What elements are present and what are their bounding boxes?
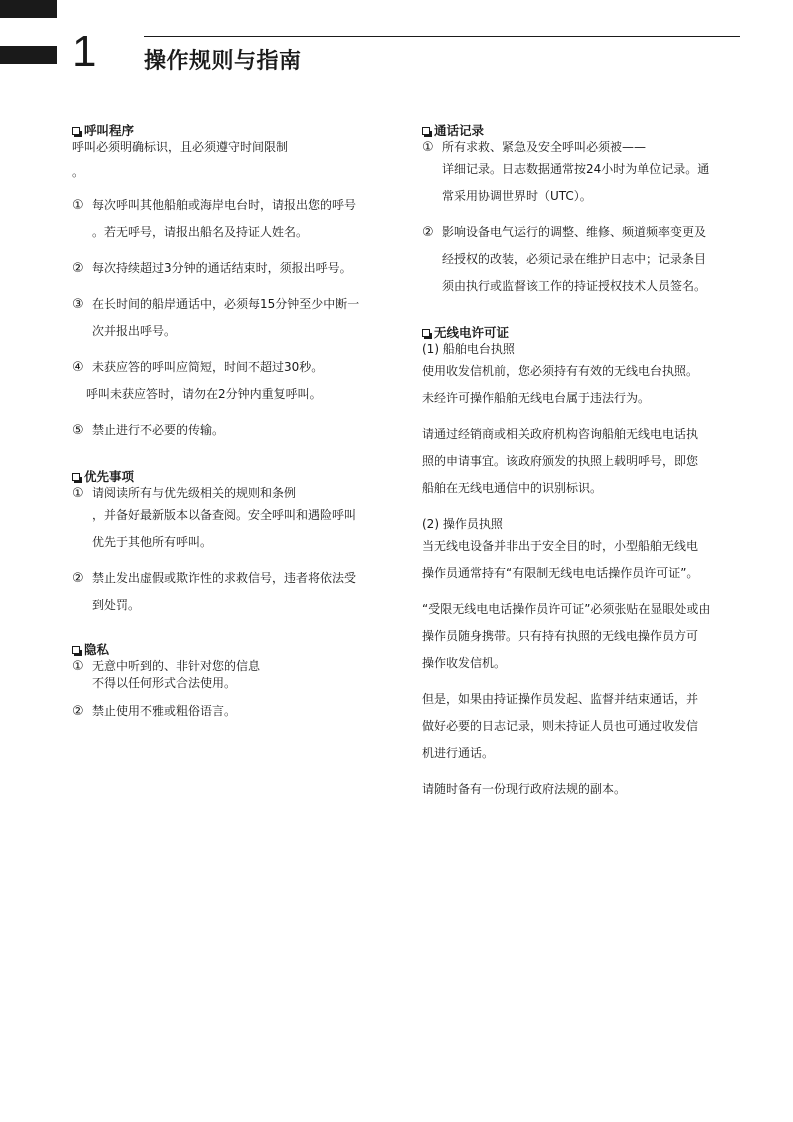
paragraph: 但是，如果由持证操作员发起、监督并结束通话，并 做好必要的日志记录，则未持证人员也可通过收发信 机进行通话。	[422, 692, 699, 760]
section-title-privacy: 隐私	[72, 641, 390, 658]
list-item: ③ 在长时间的船岸通话中，必须每15分钟至少中断一 次并报出呼号。	[72, 297, 360, 338]
section-title-logs: 通话记录	[422, 122, 742, 139]
list-item: ⑤ 禁止进行不必要的传输。	[72, 423, 225, 438]
checkbox-icon	[72, 646, 80, 654]
left-column	[72, 122, 390, 725]
chapter-tab-bar-top	[0, 0, 57, 18]
section-title-license: 无线电许可证	[422, 324, 742, 341]
section-privacy	[72, 641, 390, 725]
chapter-number: 1	[72, 27, 97, 76]
calling-intro: 呼叫必须明确标识，且必须遵守时间限制	[72, 140, 289, 154]
section-calling	[72, 122, 390, 444]
chapter-tab-bar-bottom	[0, 46, 57, 64]
section-title-calling: 呼叫程序	[72, 122, 390, 139]
calling-intro-tail: 。	[72, 165, 85, 179]
right-column	[422, 122, 742, 803]
list-item: ② 每次持续超过3分钟的通话结束时，须报出呼号。	[72, 261, 352, 276]
chapter-title: 操作规则与指南	[144, 49, 302, 74]
header-rule	[144, 36, 740, 37]
list-item: ① 所有求救、紧急及安全呼叫必须被—— 详细记录。日志数据通常按24小时为单位记录。通 常采用协调世界时（UTC）。	[422, 140, 710, 203]
checkbox-icon	[422, 329, 430, 337]
list-item: ② 禁止使用不雅或粗俗语言。	[72, 704, 237, 719]
paragraph: 当无线电设备并非出于安全目的时，小型船舶无线电 操作员通常持有“有限制无线电电话操作员许可证”。	[422, 539, 699, 580]
paragraph: 使用收发信机前，您必须持有有效的无线电台执照。 未经许可操作船舶无线电台属于违法行为。	[422, 364, 699, 405]
section-title-priorities: 优先事项	[72, 468, 390, 485]
list-item: ① 无意中听到的、非针对您的信息 不得以任何形式合法使用。	[72, 659, 261, 690]
checkbox-icon	[422, 127, 430, 135]
list-item: ④ 未获应答的呼叫应简短，时间不超过30秒。 呼叫未获应答时，请勿在2分钟内重复呼叫。	[72, 360, 324, 401]
checkbox-icon	[72, 127, 80, 135]
list-item: ② 影响设备电气运行的调整、维修、频道频率变更及 经授权的改装，必须记录在维护日志中；记录条目 须由执行或监督该工作的持证授权技术人员签名。	[422, 225, 707, 293]
section-priorities	[72, 468, 390, 619]
list-item: ① 请阅读所有与优先级相关的规则和条例 ，并备好最新版本以备查阅。安全呼叫和遇险呼叫 优先于其他所有呼叫。	[72, 486, 357, 549]
paragraph: 请随时备有一份现行政府法规的副本。	[422, 782, 627, 796]
subsection-title-operator: (2) 操作员执照	[422, 517, 503, 531]
list-item: ② 禁止发出虚假或欺诈性的求救信号，违者将依法受 到处罚。	[72, 571, 357, 612]
section-logs	[422, 122, 742, 300]
section-license	[422, 324, 742, 803]
paragraph: 请通过经销商或相关政府机构咨询船舶无线电电话执 照的申请事宜。该政府颁发的执照上载明呼号，即您 船舶在无线电通信中的识别标识。	[422, 427, 699, 495]
list-item: ① 每次呼叫其他船舶或海岸电台时，请报出您的呼号 。若无呼号，请报出船名及持证人姓名。	[72, 198, 357, 239]
paragraph: “受限无线电电话操作员许可证”必须张贴在显眼处或由 操作员随身携带。只有持有执照的无线电操作员方可 操作收发信机。	[422, 602, 711, 670]
checkbox-icon	[72, 473, 80, 481]
subsection-title-station: (1) 船舶电台执照	[422, 342, 515, 356]
